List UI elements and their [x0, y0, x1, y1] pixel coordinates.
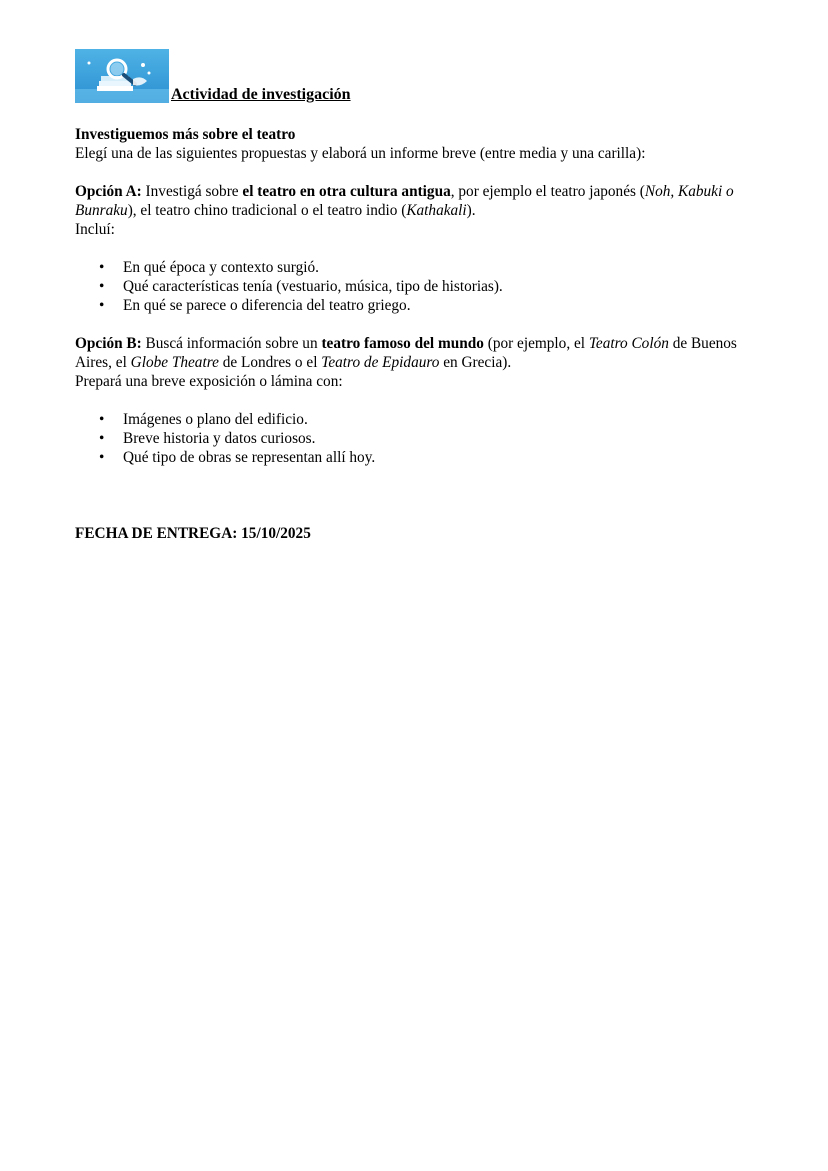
option-a-label: Opción A:	[75, 183, 142, 200]
list-item: • Breve historia y datos curiosos.	[123, 429, 765, 448]
option-a-text-1: Investigá sobre	[141, 183, 243, 200]
option-b-teatro-colon: Teatro Colón	[588, 335, 669, 352]
option-b-text-5: en Grecia).	[439, 354, 512, 371]
intro-text: Elegí una de las siguientes propuestas y elaborá un informe breve (entre media y una carilla):	[75, 145, 646, 162]
option-b-label: Opción B:	[75, 335, 142, 352]
option-b-epidauro: Teatro de Epidauro	[321, 354, 440, 371]
research-magnifier-icon	[75, 49, 169, 103]
document-page	[75, 47, 765, 543]
list-item: • En qué se parece o diferencia del teatro griego.	[123, 296, 765, 315]
option-a-paragraph	[75, 182, 765, 220]
option-a-text-4: ).	[466, 202, 476, 219]
option-a-kathakali: Kathakali	[406, 202, 467, 219]
option-a-list	[75, 258, 765, 315]
option-b-text-4: de Londres o el	[218, 354, 322, 371]
list-item: • Imágenes o plano del edificio.	[123, 410, 765, 429]
option-b-globe-theatre: Globe Theatre	[130, 354, 219, 371]
page-title: Actividad de investigación	[171, 86, 351, 103]
option-b-list	[75, 410, 765, 467]
option-b-paragraph	[75, 334, 765, 372]
option-a-text-2: , por ejemplo el teatro japonés (	[450, 183, 645, 200]
option-a-bold-topic: el teatro en otra cultura antigua	[242, 183, 451, 200]
list-item: • Qué características tenía (vestuario, música, tipo de historias).	[123, 277, 765, 296]
option-b-text-2: (por ejemplo, el	[483, 335, 589, 352]
title-row	[75, 47, 765, 103]
option-b-bold-topic: teatro famoso del mundo	[321, 335, 484, 352]
option-a-include: Incluí:	[75, 221, 115, 238]
option-b-text-1: Buscá información sobre un	[141, 335, 322, 352]
option-a-text-3: ), el teatro chino tradicional o el teatro indio (	[127, 202, 407, 219]
option-a-japanese-forms: Noh, Kabuki o Bunraku	[75, 183, 734, 219]
option-b-prepare: Prepará una breve exposición o lámina con:	[75, 373, 343, 390]
list-item: • Qué tipo de obras se representan allí hoy.	[123, 448, 765, 467]
intro-heading: Investiguemos más sobre el teatro	[75, 126, 296, 143]
deadline: FECHA DE ENTREGA: 15/10/2025	[75, 525, 311, 542]
option-b-text-3: de Buenos Aires, el	[75, 335, 737, 371]
list-item: • En qué época y contexto surgió.	[123, 258, 765, 277]
